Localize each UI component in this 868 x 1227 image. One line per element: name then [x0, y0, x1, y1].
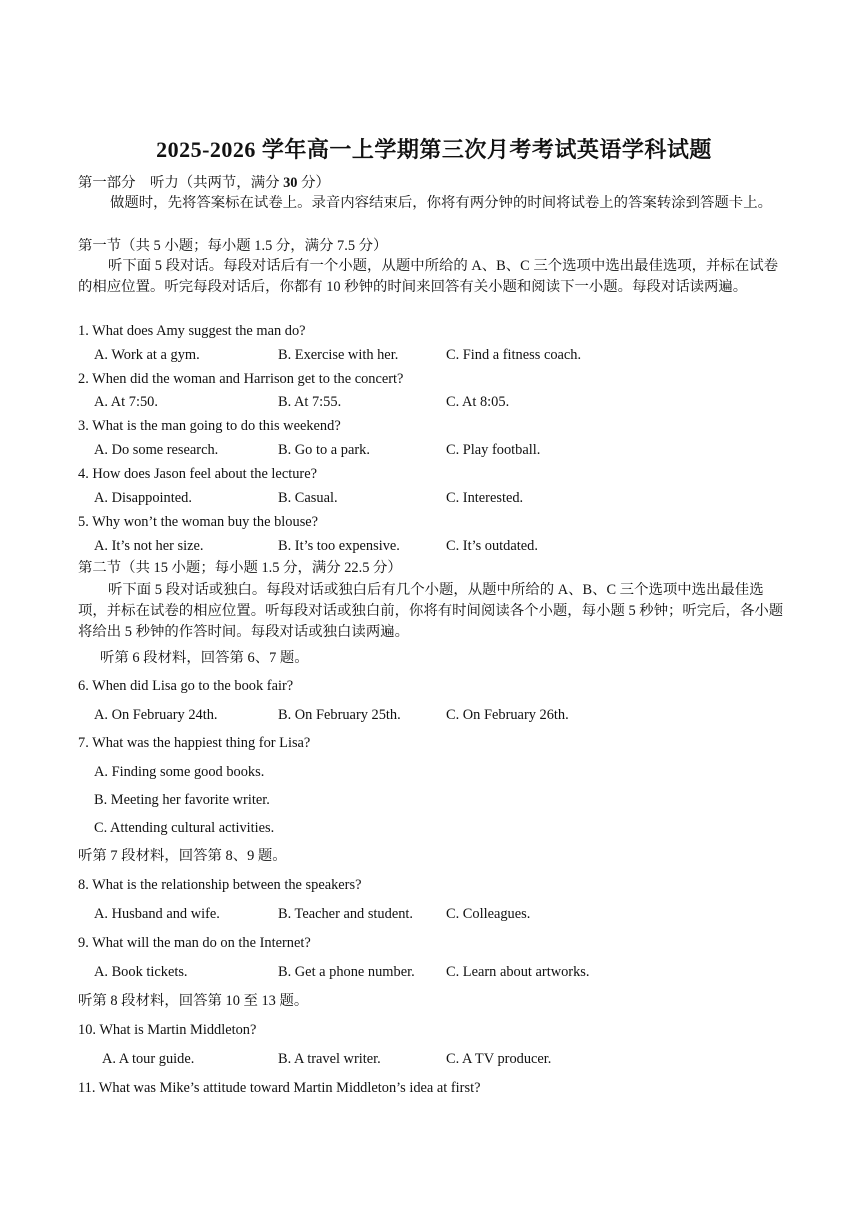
- question-4: 4. How does Jason feel about the lecture?: [78, 466, 317, 482]
- question-1: 1. What does Amy suggest the man do?: [78, 323, 306, 339]
- q2-option-b: B. At 7:55.: [278, 394, 342, 410]
- question-3: 3. What is the man going to do this weekend?: [78, 418, 341, 434]
- q5-option-a: A. It’s not her size.: [94, 538, 204, 554]
- question-2: 2. When did the woman and Harrison get to the concert?: [78, 371, 404, 387]
- question-8: 8. What is the relationship between the speakers?: [78, 877, 362, 893]
- material-8-note: 听第 8 段材料，回答第 10 至 13 题。: [78, 993, 309, 1009]
- q8-option-a: A. Husband and wife.: [94, 906, 220, 922]
- q4-option-c: C. Interested.: [446, 490, 524, 506]
- q6-option-a: A. On February 24th.: [94, 707, 218, 723]
- q4-option-b: B. Casual.: [278, 490, 338, 506]
- section2-instructions: 听下面 5 段对话或独白。每段对话或独白后有几个小题，从题中所给的 A、B、C 三个选项中选出最佳选项，并标在试卷的相应位置。听每段对话或独白前，你将有时间阅读各个小题，每小题 5 秒钟；听完后，各小题将给出 5 秒钟的作答时间。每段对话或独白读两遍。: [78, 582, 784, 640]
- q4-option-a: A. Disappointed.: [94, 490, 192, 506]
- q9-option-b: B. Get a phone number.: [278, 964, 415, 980]
- q1-option-c: C. Find a fitness coach.: [446, 347, 582, 363]
- q3-option-a: A. Do some research.: [94, 442, 219, 458]
- q1-option-a: A. Work at a gym.: [94, 347, 200, 363]
- part1-heading-score: 30: [283, 175, 298, 191]
- part1-heading-unit: 分）: [297, 175, 330, 191]
- q3-option-c: C. Play football.: [446, 442, 541, 458]
- q8-option-b: B. Teacher and student.: [278, 906, 413, 922]
- q5-option-b: B. It’s too expensive.: [278, 538, 400, 554]
- material-6-note: 听第 6 段材料，回答第 6、7 题。: [100, 650, 309, 666]
- q7-option-c: C. Attending cultural activities.: [94, 820, 275, 836]
- part1-heading: [78, 174, 330, 192]
- part1-instructions: 做题时，先将答案标在试卷上。录音内容结束后，你将有两分钟的时间将试卷上的答案转涂到答题卡上。: [110, 195, 772, 211]
- material-7-note: 听第 7 段材料，回答第 8、9 题。: [78, 848, 287, 864]
- question-7: 7. What was the happiest thing for Lisa?: [78, 735, 311, 751]
- question-5: 5. Why won’t the woman buy the blouse?: [78, 514, 319, 530]
- q6-option-b: B. On February 25th.: [278, 707, 401, 723]
- question-11: 11. What was Mike’s attitude toward Martin Middleton’s idea at first?: [78, 1080, 481, 1096]
- section1-heading: 第一节（共 5 小题；每小题 1.5 分，满分 7.5 分）: [78, 238, 388, 254]
- q7-option-a: A. Finding some good books.: [94, 764, 265, 780]
- section2-heading: 第二节（共 15 小题；每小题 1.5 分，满分 22.5 分）: [78, 560, 402, 576]
- q10-option-a: A. A tour guide.: [102, 1051, 195, 1067]
- question-6: 6. When did Lisa go to the book fair?: [78, 678, 294, 694]
- q7-option-b: B. Meeting her favorite writer.: [94, 792, 270, 808]
- q8-option-c: C. Colleagues.: [446, 906, 531, 922]
- q3-option-b: B. Go to a park.: [278, 442, 370, 458]
- q2-option-c: C. At 8:05.: [446, 394, 510, 410]
- part1-heading-text: 第一部分 听力（共两节，满分: [78, 175, 284, 191]
- question-9: 9. What will the man do on the Internet?: [78, 935, 311, 951]
- section1-instructions: 听下面 5 段对话。每段对话后有一个小题，从题中所给的 A、B、C 三个选项中选出最佳选项，并标在试卷的相应位置。听完每段对话后，你都有 10 秒钟的时间来回答有关小题和阅读下一小题。每段对话读两遍。: [78, 258, 778, 295]
- q9-option-a: A. Book tickets.: [94, 964, 188, 980]
- q6-option-c: C. On February 26th.: [446, 707, 569, 723]
- q2-option-a: A. At 7:50.: [94, 394, 158, 410]
- q10-option-c: C. A TV producer.: [446, 1051, 552, 1067]
- q10-option-b: B. A travel writer.: [278, 1051, 381, 1067]
- q1-option-b: B. Exercise with her.: [278, 347, 399, 363]
- q9-option-c: C. Learn about artworks.: [446, 964, 590, 980]
- exam-title: 2025-2026 学年高一上学期第三次月考考试英语学科试题: [156, 137, 712, 162]
- question-10: 10. What is Martin Middleton?: [78, 1022, 257, 1038]
- q5-option-c: C. It’s outdated.: [446, 538, 538, 554]
